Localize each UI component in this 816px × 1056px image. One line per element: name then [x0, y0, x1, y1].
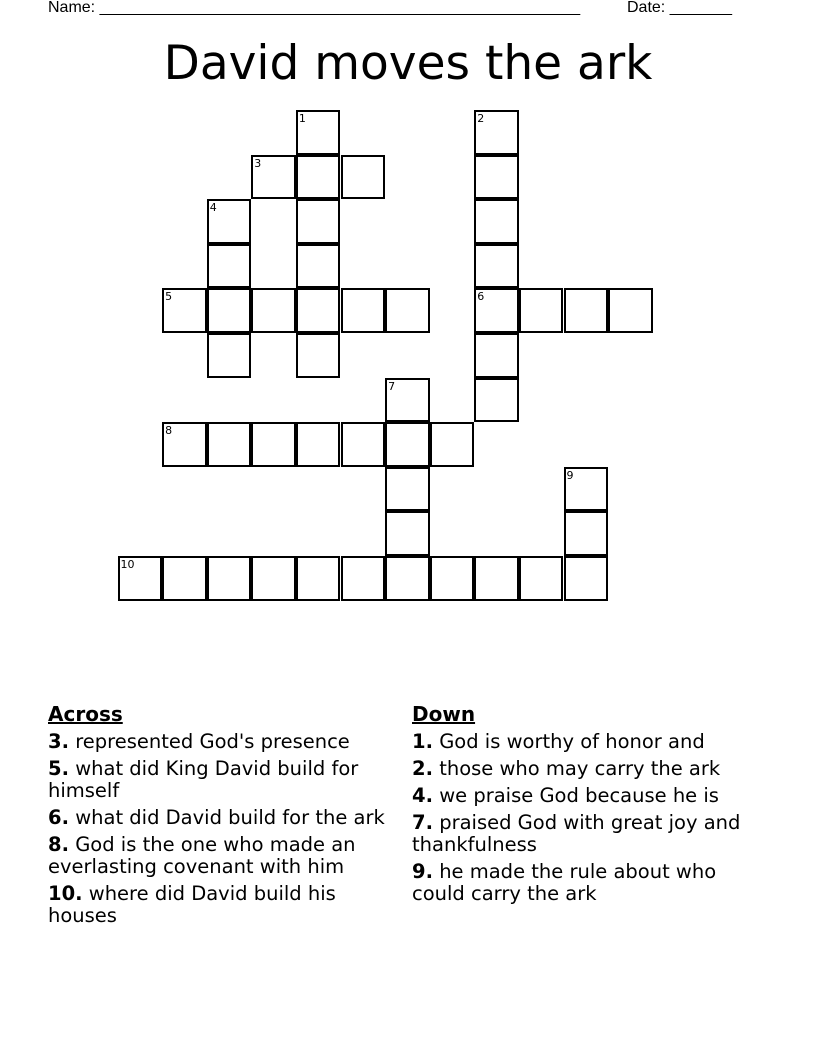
down-clue: [412, 861, 752, 905]
clue-number: 7.: [412, 811, 433, 834]
date-field-line: Date: _______: [627, 0, 732, 16]
grid-cell[interactable]: [474, 333, 519, 378]
grid-cell[interactable]: [251, 556, 296, 601]
grid-cell[interactable]: [162, 288, 207, 333]
grid-cell[interactable]: [341, 556, 386, 601]
puzzle-title: David moves the ark: [163, 36, 653, 91]
grid-cell[interactable]: [341, 288, 386, 333]
clue-text: what did David build for the ark: [75, 806, 385, 829]
across-heading: Across: [48, 702, 123, 726]
grid-cell[interactable]: [296, 556, 341, 601]
clue-text: where did David build his houses: [48, 882, 336, 927]
grid-cell[interactable]: [162, 422, 207, 467]
clue-text: what did King David build for himself: [48, 757, 359, 802]
cell-number: 5: [165, 290, 173, 304]
clue-number: 8.: [48, 833, 69, 856]
grid-cell[interactable]: [564, 556, 609, 601]
clue-number: 6.: [48, 806, 69, 829]
clue-number: 9.: [412, 860, 433, 883]
cell-number: 4: [209, 201, 217, 215]
grid-cell[interactable]: [474, 378, 519, 423]
grid-cell[interactable]: [430, 422, 475, 467]
clue-text: those who may carry the ark: [439, 757, 721, 780]
across-clue: [48, 807, 388, 829]
grid-cell[interactable]: [296, 422, 341, 467]
grid-cell[interactable]: [385, 422, 430, 467]
across-clues: [48, 702, 388, 932]
clue-text: God is worthy of honor and: [439, 730, 705, 753]
grid-cell[interactable]: [296, 199, 341, 244]
down-clue: [412, 758, 752, 780]
across-clue: [48, 758, 388, 802]
grid-cell[interactable]: [296, 110, 341, 155]
clue-number: 10.: [48, 882, 83, 905]
clue-number: 2.: [412, 757, 433, 780]
cell-number: 3: [254, 156, 262, 170]
grid-cell[interactable]: [251, 288, 296, 333]
grid-cell[interactable]: [474, 155, 519, 200]
grid-cell[interactable]: [118, 556, 163, 601]
down-clue: [412, 731, 752, 753]
across-clue: [48, 731, 388, 753]
grid-cell[interactable]: [564, 288, 609, 333]
cell-number: 1: [298, 112, 306, 125]
clue-number: 1.: [412, 730, 433, 753]
grid-cell[interactable]: [564, 511, 609, 556]
down-clues: [412, 702, 752, 910]
grid-cell[interactable]: [474, 288, 519, 333]
grid-cell[interactable]: [296, 244, 341, 289]
name-field-line: Name: ______________________________________________________: [48, 0, 581, 16]
grid-cell[interactable]: [296, 155, 341, 200]
grid-cell[interactable]: [296, 333, 341, 378]
grid-cell[interactable]: [207, 288, 252, 333]
clue-number: 4.: [412, 784, 433, 807]
cell-number: 2: [477, 112, 485, 125]
across-clue: [48, 834, 388, 878]
grid-cell[interactable]: [385, 288, 430, 333]
clue-text: he made the rule about who could carry the ark: [412, 860, 717, 905]
clue-text: praised God with great joy and thankfulness: [412, 811, 741, 856]
grid-cell[interactable]: [430, 556, 475, 601]
grid-cell[interactable]: [564, 467, 609, 512]
clue-number: 3.: [48, 730, 69, 753]
grid-cell[interactable]: [608, 288, 653, 333]
grid-cell[interactable]: [341, 155, 386, 200]
cell-number: 9: [566, 468, 574, 482]
cell-number: 8: [165, 424, 173, 438]
grid-cell[interactable]: [519, 288, 564, 333]
down-heading: Down: [412, 702, 476, 726]
clue-number: 5.: [48, 757, 69, 780]
across-clue: [48, 883, 388, 927]
grid-cell[interactable]: [474, 110, 519, 155]
grid-cell[interactable]: [207, 199, 252, 244]
down-clue: [412, 785, 752, 807]
grid-cell[interactable]: [251, 422, 296, 467]
grid-cell[interactable]: [474, 556, 519, 601]
cell-number: 7: [388, 379, 396, 393]
grid-cell[interactable]: [474, 199, 519, 244]
grid-cell[interactable]: [207, 333, 252, 378]
grid-cell[interactable]: [519, 556, 564, 601]
grid-cell[interactable]: [385, 467, 430, 512]
grid-cell[interactable]: [251, 155, 296, 200]
grid-cell[interactable]: [162, 556, 207, 601]
clue-text: God is the one who made an everlasting covenant with him: [48, 833, 356, 878]
grid-cell[interactable]: [341, 422, 386, 467]
grid-cell[interactable]: [207, 556, 252, 601]
cell-number: 10: [120, 558, 135, 571]
grid-cell[interactable]: [385, 556, 430, 601]
down-clue: [412, 812, 752, 856]
clue-text: represented God's presence: [75, 730, 350, 753]
grid-cell[interactable]: [385, 378, 430, 423]
grid-cell[interactable]: [207, 422, 252, 467]
grid-cell[interactable]: [385, 511, 430, 556]
grid-cell[interactable]: [296, 288, 341, 333]
grid-cell[interactable]: [207, 244, 252, 289]
clue-text: we praise God because he is: [439, 784, 719, 807]
cell-number: 6: [477, 290, 485, 304]
grid-cell[interactable]: [474, 244, 519, 289]
